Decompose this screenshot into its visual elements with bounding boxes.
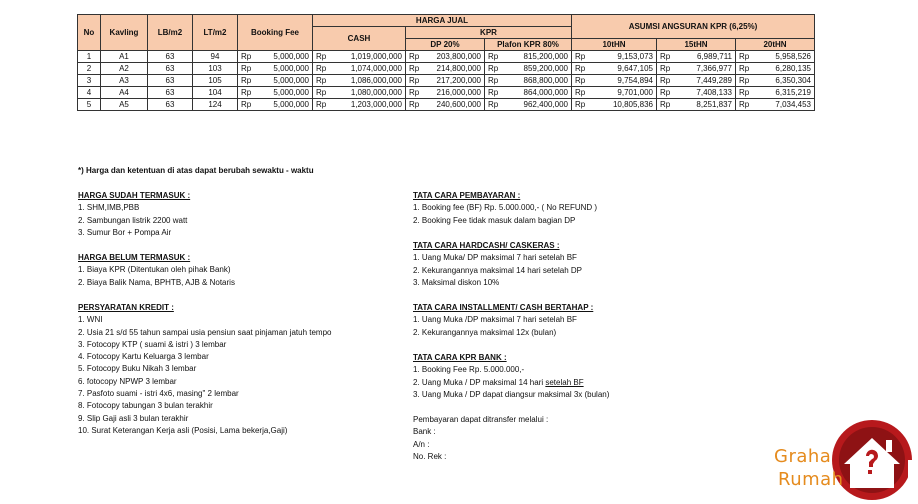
cell-t10: 10,805,836 xyxy=(591,99,657,111)
cell-lt: 104 xyxy=(193,87,238,99)
account-number-label: No. Rek : xyxy=(413,451,447,461)
cell-t20: 6,280,135 xyxy=(755,63,815,75)
cell-currency: Rp xyxy=(657,63,676,75)
col-plafon: Plafon KPR 80% xyxy=(485,39,572,51)
cell-currency: Rp xyxy=(485,51,503,63)
cell-lt: 124 xyxy=(193,99,238,111)
cell-currency: Rp xyxy=(238,75,256,87)
cell-plafon: 868,800,000 xyxy=(503,75,572,87)
heading-tata-cara-kpr-bank: TATA CARA KPR BANK : xyxy=(413,353,507,362)
cell-kavling: A5 xyxy=(101,99,148,111)
cell-currency: Rp xyxy=(572,87,591,99)
cell-t15: 7,408,133 xyxy=(676,87,736,99)
bank-label: Bank : xyxy=(413,427,436,437)
cell-currency: Rp xyxy=(736,63,755,75)
cell-no: 1 xyxy=(78,51,101,63)
cell-currency: Rp xyxy=(657,75,676,87)
underlined-text: setelah BF xyxy=(545,377,584,387)
cell-bf: 5,000,000 xyxy=(256,51,313,63)
cell-t20: 6,315,219 xyxy=(755,87,815,99)
table-row xyxy=(78,87,815,99)
heading-harga-termasuk: HARGA SUDAH TERMASUK : xyxy=(78,191,191,200)
heading-tata-cara-hardcash: TATA CARA HARDCASH/ CASKERAS : xyxy=(413,241,560,250)
table-row xyxy=(78,63,815,75)
col-no: No xyxy=(78,15,101,51)
heading-persyaratan-kredit: PERSYARATAN KREDIT : xyxy=(78,303,174,312)
cell-currency: Rp xyxy=(736,87,755,99)
col-cash: CASH xyxy=(313,27,406,51)
list-item: 1. Booking Fee Rp. 5.000.000,- xyxy=(413,365,525,375)
logo-word-graha: Graha xyxy=(774,446,832,467)
cell-kavling: A4 xyxy=(101,87,148,99)
cell-currency: Rp xyxy=(485,75,503,87)
section-harga-termasuk xyxy=(78,190,190,239)
cell-bf: 5,000,000 xyxy=(256,87,313,99)
cell-currency: Rp xyxy=(736,99,755,111)
cell-kavling: A3 xyxy=(101,75,148,87)
heading-tata-cara-installment: TATA CARA INSTALLMENT/ CASH BERTAHAP : xyxy=(413,303,594,312)
graha-rumah-logo xyxy=(772,412,918,504)
cell-bf: 5,000,000 xyxy=(256,99,313,111)
cell-lt: 103 xyxy=(193,63,238,75)
list-item xyxy=(413,377,609,389)
col-10thn: 10tHN xyxy=(572,39,657,51)
list-item: 2. Kekurangannya maksimal 12x (bulan) xyxy=(413,327,557,337)
disclaimer-note: *) Harga dan ketentuan di atas dapat berubah sewaktu - waktu xyxy=(78,166,314,175)
list-item: 6. fotocopy NPWP 3 lembar xyxy=(78,376,177,386)
price-table xyxy=(77,14,815,111)
transfer-intro: Pembayaran dapat ditransfer melalui : xyxy=(413,415,549,424)
cell-currency: Rp xyxy=(485,87,503,99)
asumsi-header: ASUMSI ANGSURAN KPR (6,25%) xyxy=(572,15,815,39)
list-item: 5. Fotocopy Buku Nikah 3 lembar xyxy=(78,364,197,374)
cell-no: 4 xyxy=(78,87,101,99)
cell-lb: 63 xyxy=(148,51,193,63)
cell-currency: Rp xyxy=(485,63,503,75)
list-item: 1. WNI xyxy=(78,315,103,325)
account-name-label: A/n : xyxy=(413,439,430,449)
list-item: 1. Biaya KPR (Ditentukan oleh pihak Bank) xyxy=(78,265,231,275)
cell-no: 2 xyxy=(78,63,101,75)
cell-bf: 5,000,000 xyxy=(256,63,313,75)
list-item: 3. Sumur Bor + Pompa Air xyxy=(78,227,172,237)
list-item: 9. Slip Gaji asli 3 bulan terakhir xyxy=(78,413,189,423)
cell-t10: 9,701,000 xyxy=(591,87,657,99)
table-row xyxy=(78,75,815,87)
cropped-header-text xyxy=(100,0,190,4)
cell-lt: 105 xyxy=(193,75,238,87)
cell-currency: Rp xyxy=(313,87,331,99)
cell-no: 5 xyxy=(78,99,101,111)
list-item: 3. Uang Muka / DP dapat diangsur maksimal 3x (bulan) xyxy=(413,389,610,399)
cell-cash: 1,019,000,000 xyxy=(330,51,405,63)
section-tata-cara-kpr-bank xyxy=(413,352,609,401)
cell-t20: 6,350,304 xyxy=(755,75,815,87)
cell-currency: Rp xyxy=(657,87,676,99)
cell-currency: Rp xyxy=(238,87,256,99)
cell-plafon: 815,200,000 xyxy=(503,51,572,63)
cell-currency: Rp xyxy=(313,75,331,87)
cell-plafon: 962,400,000 xyxy=(503,99,572,111)
section-transfer-info xyxy=(413,414,548,463)
col-dp: DP 20% xyxy=(406,39,485,51)
cell-lb: 63 xyxy=(148,99,193,111)
cell-currency: Rp xyxy=(406,75,423,87)
section-tata-cara-pembayaran xyxy=(413,190,597,227)
cell-dp: 214,800,000 xyxy=(422,63,484,75)
list-item: 4. Fotocopy Kartu Keluarga 3 lembar xyxy=(78,352,209,362)
col-20thn: 20tHN xyxy=(736,39,815,51)
cell-cash: 1,203,000,000 xyxy=(330,99,405,111)
cell-t20: 7,034,453 xyxy=(755,99,815,111)
cell-lt: 94 xyxy=(193,51,238,63)
col-kavling: Kavling xyxy=(101,15,148,51)
cell-cash: 1,080,000,000 xyxy=(330,87,405,99)
list-item: 1. SHM,IMB,PBB xyxy=(78,203,140,213)
heading-tata-cara-pembayaran: TATA CARA PEMBAYARAN : xyxy=(413,191,521,200)
section-tata-cara-installment xyxy=(413,302,593,339)
cell-t15: 8,251,837 xyxy=(676,99,736,111)
cell-t10: 9,153,073 xyxy=(591,51,657,63)
cell-currency: Rp xyxy=(572,99,591,111)
cell-currency: Rp xyxy=(736,75,755,87)
cell-kavling: A2 xyxy=(101,63,148,75)
col-booking-fee: Booking Fee xyxy=(238,15,313,51)
list-item: 2. Booking Fee tidak masuk dalam bagian DP xyxy=(413,215,576,225)
list-item: 1. Uang Muka/ DP maksimal 7 hari setelah BF xyxy=(413,253,577,263)
section-harga-belum-termasuk xyxy=(78,252,235,289)
cell-lb: 63 xyxy=(148,87,193,99)
col-lb: LB/m2 xyxy=(148,15,193,51)
list-item: 8. Fotocopy tabungan 3 bulan terakhir xyxy=(78,401,213,411)
cell-currency: Rp xyxy=(736,51,755,63)
list-item: 1. Booking fee (BF) Rp. 5.000.000,- ( No REFUND ) xyxy=(413,203,598,213)
cell-currency: Rp xyxy=(485,99,503,111)
cell-dp: 217,200,000 xyxy=(422,75,484,87)
cell-currency: Rp xyxy=(572,75,591,87)
heading-harga-belum-termasuk: HARGA BELUM TERMASUK : xyxy=(78,253,191,262)
cell-dp: 216,000,000 xyxy=(422,87,484,99)
cell-currency: Rp xyxy=(313,51,331,63)
cell-currency: Rp xyxy=(238,63,256,75)
cell-currency: Rp xyxy=(238,51,256,63)
harga-jual-header: HARGA JUAL xyxy=(313,15,572,27)
cell-bf: 5,000,000 xyxy=(256,75,313,87)
cell-t20: 5,958,526 xyxy=(755,51,815,63)
cell-t15: 7,449,289 xyxy=(676,75,736,87)
list-item: 2. Usia 21 s/d 55 tahun sampai usia pensiun saat pinjaman jatuh tempo xyxy=(78,327,332,337)
section-persyaratan-kredit xyxy=(78,302,332,437)
list-item-text: 2. Uang Muka / DP maksimal 14 hari xyxy=(413,377,546,387)
cell-currency: Rp xyxy=(657,51,676,63)
cell-currency: Rp xyxy=(238,99,256,111)
section-tata-cara-hardcash xyxy=(413,240,582,289)
cell-currency: Rp xyxy=(313,99,331,111)
col-lt: LT/m2 xyxy=(193,15,238,51)
cell-currency: Rp xyxy=(657,99,676,111)
logo-word-rumah: Rumah xyxy=(778,469,844,490)
cell-currency: Rp xyxy=(572,63,591,75)
cell-t15: 7,366,977 xyxy=(676,63,736,75)
cell-plafon: 859,200,000 xyxy=(503,63,572,75)
cell-lb: 63 xyxy=(148,75,193,87)
list-item: 2. Sambungan listrik 2200 watt xyxy=(78,215,188,225)
kpr-header: KPR xyxy=(406,27,572,39)
list-item: 3. Fotocopy KTP ( suami & istri ) 3 lembar xyxy=(78,339,227,349)
cell-t10: 9,647,105 xyxy=(591,63,657,75)
cell-no: 3 xyxy=(78,75,101,87)
list-item: 7. Pasfoto suami - istri 4x6, masing" 2 lembar xyxy=(78,389,239,399)
cell-dp: 240,600,000 xyxy=(422,99,484,111)
list-item: 2. Biaya Balik Nama, BPHTB, AJB & Notaris xyxy=(78,277,235,287)
col-15thn: 15tHN xyxy=(657,39,736,51)
cell-cash: 1,086,000,000 xyxy=(330,75,405,87)
cell-cash: 1,074,000,000 xyxy=(330,63,405,75)
cell-plafon: 864,000,000 xyxy=(503,87,572,99)
cell-dp: 203,800,000 xyxy=(422,51,484,63)
list-item: 2. Kekurangannya maksimal 14 hari setelah DP xyxy=(413,265,582,275)
table-row xyxy=(78,51,815,63)
cell-t10: 9,754,894 xyxy=(591,75,657,87)
list-item: 3. Maksimal diskon 10% xyxy=(413,277,500,287)
cell-currency: Rp xyxy=(406,63,423,75)
cell-currency: Rp xyxy=(406,51,423,63)
cell-lb: 63 xyxy=(148,63,193,75)
cell-currency: Rp xyxy=(572,51,591,63)
cell-t15: 6,989,711 xyxy=(676,51,736,63)
cell-currency: Rp xyxy=(406,87,423,99)
table-row xyxy=(78,99,815,111)
cell-currency: Rp xyxy=(406,99,423,111)
cell-kavling: A1 xyxy=(101,51,148,63)
list-item: 10. Surat Keterangan Kerja asli (Posisi, Lama bekerja,Gaji) xyxy=(78,425,288,435)
list-item: 1. Uang Muka /DP maksimal 7 hari setelah BF xyxy=(413,315,577,325)
cell-currency: Rp xyxy=(313,63,331,75)
